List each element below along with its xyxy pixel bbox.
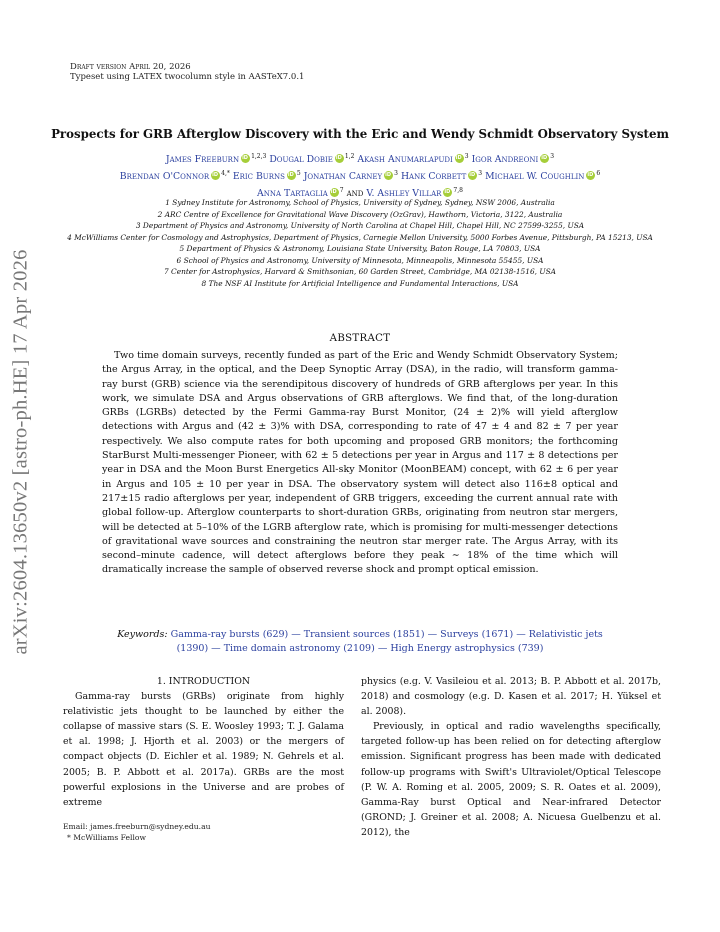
author: Jonathan Carney: [303, 171, 383, 183]
orcid-icon[interactable]: [287, 171, 296, 180]
orcid-icon[interactable]: [211, 171, 220, 180]
keywords: [102, 628, 618, 656]
author: Brendan O'Connor: [119, 171, 210, 183]
affiliations: [60, 197, 660, 289]
affiliation: 2 ARC Centre of Excellence for Gravitational Wave Discovery (OzGrav), Hawthorn, Victoria, 3122, Australia: [157, 209, 563, 219]
orcid-icon[interactable]: [330, 188, 339, 197]
affiliation: 8 The NSF AI Institute for Artificial Intelligence and Fundamental Interactions, USA: [201, 278, 519, 288]
typeset-line: Typeset using LATEX twocolumn style in AASTeX7.0.1: [70, 72, 305, 82]
paragraph: physics (e.g. V. Vasileiou et al. 2013; B. P. Abbott et al. 2017b, 2018) and cosmology (e.g. D. Kasen et al. 2017; H. Yüksel et al. 2008).: [361, 676, 661, 718]
email-footnote: Email: james.freeburn@sydney.edu.au: [63, 822, 211, 831]
footnotes: [63, 821, 211, 843]
author: Hank Corbett: [400, 171, 467, 183]
keywords-list[interactable]: Gamma-ray bursts (629) — Transient sources (1851) — Surveys (1671) — Relativistic jets (1390) — Time domain astronomy (2109) — High Energy astrophysics (739): [170, 629, 603, 654]
orcid-icon[interactable]: [335, 154, 344, 163]
author-list: James FreeburniD $^{1,2,3}$ Dougal DobieiD $^{1,2}$ Akash AnumarlapudiiD $^3$ Igor AndreoniiD $^3$ Brendan O'ConnoriD $^{4,*}$ Eric BurnsiD $^5$ Jonathan CarneyiD $^3$ Hank CorbettiD $^3$ Michael W. CoughliniD $^6$ Anna TartagliaiD $^7$ and V. Ashley VillariD $^{7,8}$: [60, 150, 660, 201]
abstract-text: Two time domain surveys, recently funded as part of the Eric and Wendy Schmidt Observatory System; the Argus Array, in the optical, and the Deep Synoptic Array (DSA), in the radio, will transform gamma-ray burst (GRB) science via the serendipitous discovery of hundreds of GRB afterglows per year. In this work, we simulate DSA and Argus observations of GRB afterglows. We find that, of the long-duration GRBs (LGRBs) detected by the Fermi Gamma-ray Burst Monitor, (24 ± 2)% will yield afterglow detections with Argus and (42 ± 3)% with DSA, corresponding to rate of 47 ± 4 and 82 ± 7 per year respectively. We also compute rates for both upcoming and proposed GRB monitors; the forthcoming StarBurst Multi-messenger Pioneer, with 62 ± 5 detections per year in Argus and 117 ± 8 detections per year in DSA and the Moon Burst Energetics All-sky Monitor (MoonBEAM) concept, with 62 ± 6 per year in Argus and 105 ± 10 per year in DSA. The observatory system will detect also 116±8 optical and 217±15 radio afterglows per year, independent of GRB triggers, exceeding the current annual rate with global follow-up. Afterglow counterparts to short-duration GRBs, originating from neutron star mergers, will be detected at 5–10% of the LGRB afterglow rate, which is promising for multi-messenger detections of gravitational wave sources and constraining the neutron star merger rate. The Argus Array, with its second–minute cadence, will detect afterglows before they peak ∼ 18% of the time which will dramatically increase the sample of observed reverse shock and prompt optical emission.: [102, 350, 618, 576]
orcid-icon[interactable]: [241, 154, 250, 163]
author: James Freeburn: [165, 154, 240, 166]
affiliation: 7 Center for Astrophysics, Harvard & Smithsonian, 60 Garden Street, Cambridge, MA 02138-1516, USA: [164, 267, 556, 276]
author: Dougal Dobie: [269, 154, 333, 166]
orcid-icon[interactable]: [468, 171, 477, 180]
column-left: [63, 674, 344, 810]
orcid-icon[interactable]: [586, 171, 595, 180]
keywords-label: Keywords:: [117, 629, 168, 640]
and-word: and: [346, 188, 364, 200]
paper-title: Prospects for GRB Afterglow Discovery with the Eric and Wendy Schmidt Observatory System: [51, 127, 669, 141]
author: Eric Burns: [232, 171, 285, 183]
arxiv-stamp[interactable]: arXiv:2604.13650v2 [astro-ph.HE] 17 Apr 2026: [9, 249, 32, 655]
abstract-heading: ABSTRACT: [329, 333, 391, 344]
author: Igor Andreoni: [471, 154, 539, 166]
affiliation: 4 McWilliams Center for Cosmology and Astrophysics, Department of Physics, Carnegie Mellon University, 5000 Forbes Avenue, Pittsburgh, PA 15213, USA: [67, 232, 653, 242]
draft-version: Draft version April 20, 2026: [70, 62, 191, 72]
orcid-icon[interactable]: [384, 171, 393, 180]
affiliation: 3 Department of Physics and Astronomy, University of North Carolina at Chapel Hill, Chapel Hill, NC 27599-3255, USA: [135, 221, 585, 230]
orcid-icon[interactable]: [540, 154, 549, 163]
paragraph: Previously, in optical and radio wavelengths specifically, targeted follow-up has been relied on for detecting afterglow emission. Significant progress has been made with dedicated follow-up programs with Swift's Ultraviolet/Optical Telescope (P. W. A. Roming et al. 2005, 2009; S. R. Oates et al. 2009), Gamma-Ray burst Optical and Near-infrared Detector (GROND; J. Greiner et al. 2008; A. Nicuesa Guelbenzu et al. 2012), the: [361, 721, 661, 838]
author: V. Ashley Villar: [366, 188, 442, 200]
affiliation: 1 Sydney Institute for Astronomy, School of Physics, University of Sydney, Sydney, NSW 2006, Australia: [165, 198, 555, 207]
author: Akash Anumarlapudi: [357, 154, 453, 166]
author: Michael W. Coughlin: [485, 171, 585, 183]
affiliation: 6 School of Physics and Astronomy, University of Minnesota, Minneapolis, Minnesota 55455, USA: [176, 255, 544, 265]
affiliation: 5 Department of Physics & Astronomy, Louisiana State University, Baton Rouge, LA 70803, USA: [179, 244, 541, 253]
column-right: [361, 674, 661, 840]
orcid-icon[interactable]: [443, 188, 452, 197]
author: Anna Tartaglia: [257, 188, 328, 200]
orcid-icon[interactable]: [455, 154, 464, 163]
fellow-footnote: * McWilliams Fellow: [67, 833, 146, 842]
paragraph: Gamma-ray bursts (GRBs) originate from highly relativistic jets thought to be launched by either the collapse of massive stars (S. E. Woosley 1993; T. J. Galama et al. 1998; J. Hjorth et al. 2003) or the mergers of compact objects (D. Eichler et al. 1989; N. Gehrels et al. 2005; B. P. Abbott et al. 2017a). GRBs are the most powerful explosions in the Universe and are probes of extreme: [63, 691, 344, 808]
section-heading: 1. INTRODUCTION: [156, 676, 251, 687]
